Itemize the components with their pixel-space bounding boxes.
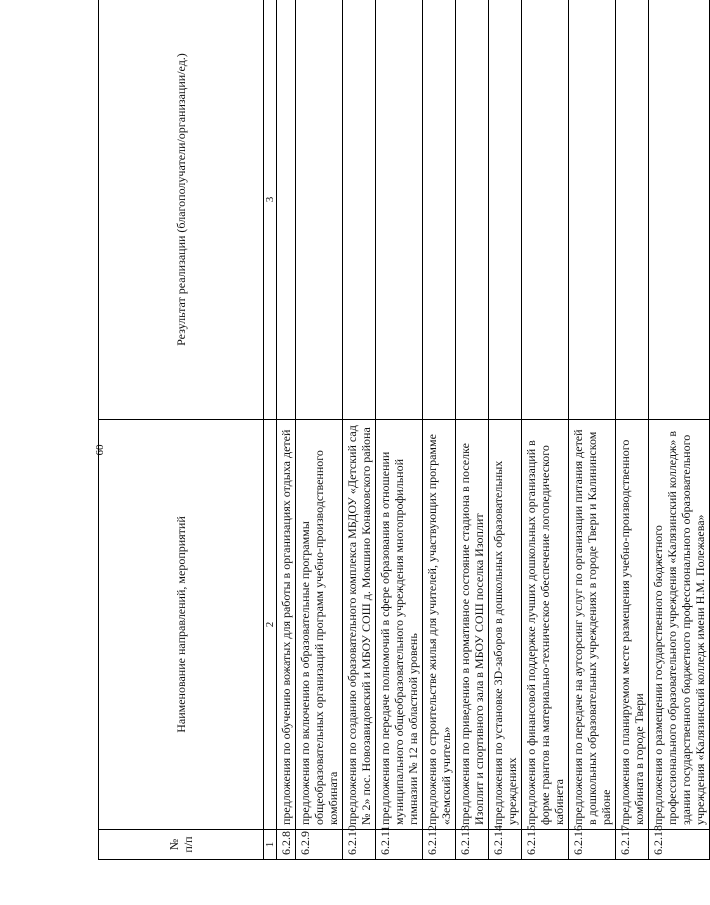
row-result — [522, 0, 569, 420]
row-number: 6.2.18 — [649, 830, 710, 860]
table-row — [277, 0, 296, 860]
column-number: 1 — [264, 830, 277, 860]
row-name: предложения по передаче на аутсорсинг услуг по организации питания детей в дошкольных образовательных учреждениях в городе Твери и Калининском районе — [569, 420, 616, 830]
row-name: предложения по установке 3D-заборов в дошкольных образовательных учреждениях — [489, 420, 522, 830]
row-result — [649, 0, 710, 420]
row-number: 6.2.13 — [456, 830, 489, 860]
table-row — [649, 0, 710, 860]
row-number: 6.2.17 — [616, 830, 649, 860]
row-result — [423, 0, 456, 420]
row-name: предложения по обучению вожатых для работы в организациях отдыха детей — [277, 420, 296, 830]
row-result — [376, 0, 423, 420]
row-result — [616, 0, 649, 420]
table-row — [296, 0, 343, 860]
table-row — [489, 0, 522, 860]
row-number: 6.2.12 — [423, 830, 456, 860]
table-row — [522, 0, 569, 860]
measures-table — [98, 0, 710, 860]
table-row — [616, 0, 649, 860]
row-name: предложения о размещении государственного бюджетного профессионального образовательного учреждения «Калязинский колледж» в здании государственного бюджетного профессионального образовательного учреждения «Калязинский колледж имени Н.М. Полежаева» — [649, 420, 710, 830]
row-name: предложения о строительстве жилья для учителей, участвующих программе «Земский учитель» — [423, 420, 456, 830]
row-number: 6.2.9 — [296, 830, 343, 860]
header-number: № п/п — [99, 830, 264, 860]
column-number-row — [264, 0, 277, 860]
rotated-table-wrapper — [98, 0, 707, 860]
row-name: предложения по передаче полномочий в сфере образования в отношении муниципального общеобразовательного учреждения многопрофильной гимназии № 12 на областной уровень — [376, 420, 423, 830]
header-result: Результат реализации (благополучатели/организации/ед.) — [99, 0, 264, 420]
table-row — [569, 0, 616, 860]
table-row — [423, 0, 456, 860]
table-row — [456, 0, 489, 860]
header-name: Наименование направлений, мероприятий — [99, 420, 264, 830]
row-result — [277, 0, 296, 420]
table-row — [376, 0, 423, 860]
row-name: предложения по созданию образовательного комплекса МБДОУ «Детский сад № 2» пос. Новозавидовский и МБОУ СОШ д. Мокшино Конаковского района — [343, 420, 376, 830]
row-number: 6.2.16 — [569, 830, 616, 860]
row-number: 6.2.14 — [489, 830, 522, 860]
page-number: 60 — [94, 444, 106, 456]
row-result — [489, 0, 522, 420]
row-number: 6.2.10 — [343, 830, 376, 860]
column-number: 3 — [264, 0, 277, 420]
row-result — [296, 0, 343, 420]
row-number: 6.2.8 — [277, 830, 296, 860]
row-result — [456, 0, 489, 420]
row-number: 6.2.15 — [522, 830, 569, 860]
row-name: предложения о планируемом месте размещения учебно-производственного комбината в городе Твери — [616, 420, 649, 830]
row-name: предложения по включению в образовательные программы общеобразовательных организаций программ учебно-производственного комбината — [296, 420, 343, 830]
row-result — [343, 0, 376, 420]
row-name: предложения по приведению в нормативное состояние стадиона в поселке Изоплит и спортивного зала в МБОУ СОШ поселка Изоплит — [456, 420, 489, 830]
row-result — [569, 0, 616, 420]
table-header-row — [99, 0, 264, 860]
row-number: 6.2.11 — [376, 830, 423, 860]
column-number: 2 — [264, 420, 277, 830]
table-row — [343, 0, 376, 860]
row-name: предложения о финансовой поддержке лучших дошкольных организаций в форме грантов на материально-техническое обеспечение логопедического кабинета — [522, 420, 569, 830]
